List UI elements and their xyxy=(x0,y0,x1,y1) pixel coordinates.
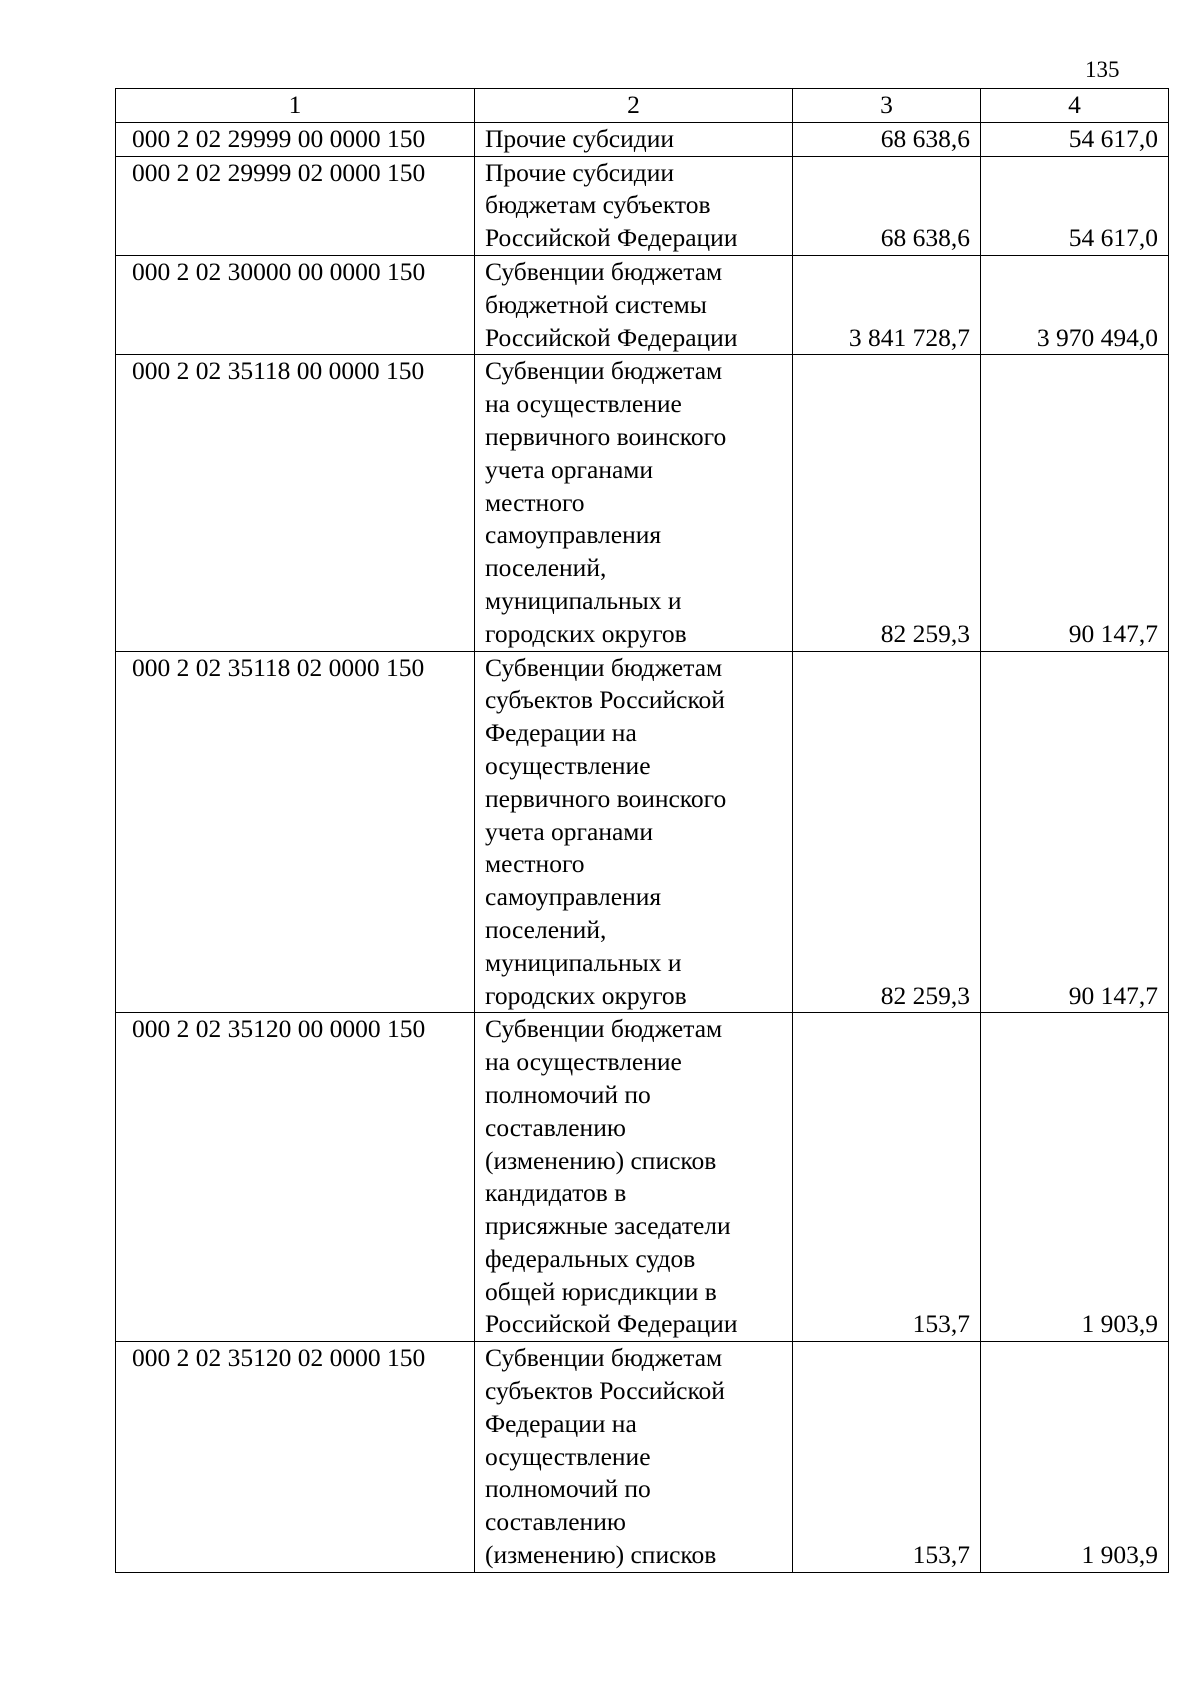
amount-col-3-cell: 82 259,3 xyxy=(793,355,981,651)
revenue-name-line: первичного воинского xyxy=(485,421,727,451)
amount-col-4-cell: 1 903,9 xyxy=(981,1013,1169,1342)
amount-col-4-cell: 54 617,0 xyxy=(981,122,1169,156)
budget-code-cell: 000 2 02 29999 00 0000 150 xyxy=(116,122,475,156)
amount-col-3-cell: 3 841 728,7 xyxy=(793,255,981,354)
revenue-name-line: первичного воинского xyxy=(485,783,727,813)
revenue-name-line: Субвенции бюджетам xyxy=(485,356,723,386)
revenue-name-line: бюджетной системы xyxy=(485,289,707,319)
amount-col-4-cell: 1 903,9 xyxy=(981,1342,1169,1573)
revenue-name-line: осуществление xyxy=(485,1441,651,1471)
amount-col-3-cell: 153,7 xyxy=(793,1342,981,1573)
budget-code-cell: 000 2 02 35120 02 0000 150 xyxy=(116,1342,475,1573)
revenue-name-line: Субвенции бюджетам xyxy=(485,1014,723,1044)
revenue-name-cell xyxy=(475,651,793,1013)
revenue-name-line: Российской Федерации xyxy=(485,322,738,352)
amount-col-3-cell: 82 259,3 xyxy=(793,651,981,1013)
revenue-name-line: самоуправления xyxy=(485,520,662,550)
revenue-name-line: местного xyxy=(485,849,585,879)
revenue-name-line: общей юрисдикции в xyxy=(485,1276,717,1306)
revenue-name-cell xyxy=(475,1013,793,1342)
revenue-name-line: муниципальных и xyxy=(485,585,682,615)
revenue-name-line: поселений, xyxy=(485,553,607,583)
revenue-name-cell xyxy=(475,255,793,354)
revenue-name-line: Федерации на xyxy=(485,718,637,748)
revenue-name-line: местного xyxy=(485,487,585,517)
revenue-name-line: городских округов xyxy=(485,618,687,648)
amount-col-3-cell: 68 638,6 xyxy=(793,156,981,255)
revenue-name-line: городских округов xyxy=(485,980,687,1010)
budget-code-cell: 000 2 02 35118 02 0000 150 xyxy=(116,651,475,1013)
table-row xyxy=(116,651,1169,1013)
amount-col-4-cell: 3 970 494,0 xyxy=(981,255,1169,354)
revenue-name-line: Российской Федерации xyxy=(485,1309,738,1339)
amount-col-4-cell: 90 147,7 xyxy=(981,355,1169,651)
table-row xyxy=(116,156,1169,255)
revenue-name-line: учета органами xyxy=(485,816,654,846)
revenue-name-line: Прочие субсидии xyxy=(485,157,675,187)
revenue-name-line: (изменению) списков xyxy=(485,1145,717,1175)
revenue-name-cell xyxy=(475,1342,793,1573)
revenue-name-line: учета органами xyxy=(485,454,654,484)
header-col-1: 1 xyxy=(116,89,475,123)
revenue-name-line: самоуправления xyxy=(485,882,662,912)
header-col-2: 2 xyxy=(475,89,793,123)
revenue-name-line: субъектов Российской xyxy=(485,685,725,715)
revenue-name-line: поселений, xyxy=(485,914,607,944)
revenue-name-line: Субвенции бюджетам xyxy=(485,652,723,682)
revenue-name-line: бюджетам субъектов xyxy=(485,190,711,220)
page-number: 135 xyxy=(1085,57,1120,82)
table-row xyxy=(116,122,1169,156)
revenue-name-line: Субвенции бюджетам xyxy=(485,256,723,286)
revenue-name-cell xyxy=(475,156,793,255)
revenue-name-line: Субвенции бюджетам xyxy=(485,1343,723,1373)
revenue-name-line: Федерации на xyxy=(485,1408,637,1438)
header-col-4: 4 xyxy=(981,89,1169,123)
budget-code-cell: 000 2 02 35120 00 0000 150 xyxy=(116,1013,475,1342)
budget-code-cell: 000 2 02 35118 00 0000 150 xyxy=(116,355,475,651)
amount-col-4-cell: 54 617,0 xyxy=(981,156,1169,255)
revenue-name-line: полномочий по xyxy=(485,1079,651,1109)
budget-revenue-table xyxy=(115,88,1169,1573)
budget-code-cell: 000 2 02 29999 02 0000 150 xyxy=(116,156,475,255)
revenue-name-line: присяжные заседатели xyxy=(485,1211,731,1241)
revenue-name-line: Российской Федерации xyxy=(485,223,738,253)
revenue-name-line: на осуществление xyxy=(485,1047,682,1077)
amount-col-4-cell: 90 147,7 xyxy=(981,651,1169,1013)
revenue-name-line: муниципальных и xyxy=(485,947,682,977)
amount-col-3-cell: 153,7 xyxy=(793,1013,981,1342)
header-col-3: 3 xyxy=(793,89,981,123)
table-row xyxy=(116,1342,1169,1573)
revenue-name-line: составлению xyxy=(485,1112,626,1142)
revenue-name-line: на осуществление xyxy=(485,389,682,419)
revenue-name-line: составлению xyxy=(485,1507,626,1537)
revenue-name-line: субъектов Российской xyxy=(485,1376,725,1406)
revenue-name-line: (изменению) списков xyxy=(485,1540,717,1570)
revenue-name-cell xyxy=(475,355,793,651)
revenue-name-line: кандидатов в xyxy=(485,1178,627,1208)
amount-col-3-cell: 68 638,6 xyxy=(793,122,981,156)
revenue-name-line: федеральных судов xyxy=(485,1243,696,1273)
budget-code-cell: 000 2 02 30000 00 0000 150 xyxy=(116,255,475,354)
table-row xyxy=(116,255,1169,354)
revenue-name-line: полномочий по xyxy=(485,1474,651,1504)
table-row xyxy=(116,1013,1169,1342)
table-row xyxy=(116,355,1169,651)
revenue-name-line: осуществление xyxy=(485,750,651,780)
table-header-row xyxy=(116,89,1169,123)
revenue-name-cell xyxy=(475,122,793,156)
revenue-name-line: Прочие субсидии xyxy=(485,123,675,153)
